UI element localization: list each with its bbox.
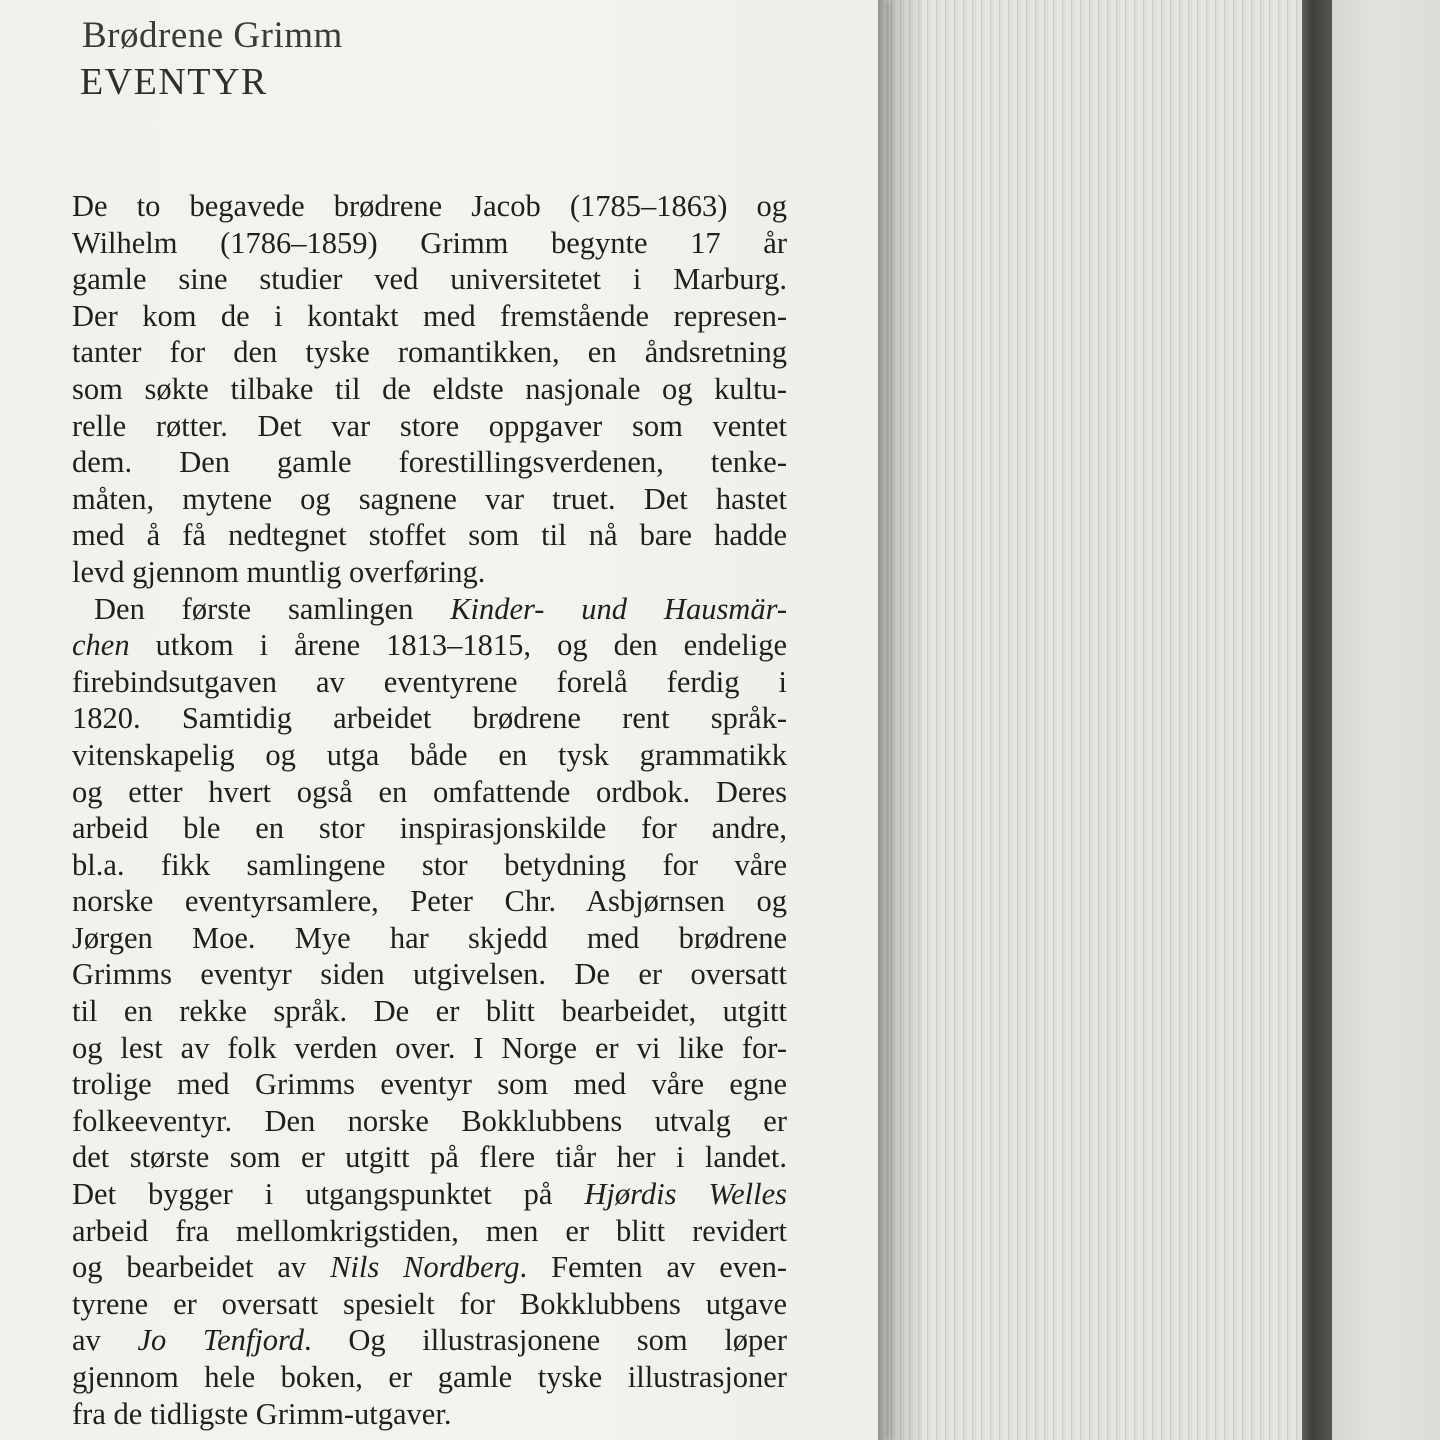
- text-line: Grimms eventyr siden utgivelsen. De er oversatt: [72, 957, 787, 992]
- text-line: trolige med Grimms eventyr som med våre egne: [72, 1067, 787, 1102]
- text-segment: . Og illustrasjonene som løper: [304, 1323, 787, 1358]
- italic-person-name: Jo Tenfjord: [137, 1323, 305, 1358]
- text-line: [72, 591, 787, 628]
- book-cover-edge: [1332, 0, 1440, 1440]
- text-line: [72, 627, 787, 664]
- text-line: og lest av folk verden over. I Norge er vi like for-: [72, 1030, 787, 1065]
- cover-gap-shadow: [1298, 0, 1332, 1440]
- text-line: Der kom de i kontakt med fremstående represen-: [72, 298, 787, 333]
- italic-book-title: chen: [72, 628, 130, 663]
- flap-edge: [878, 0, 886, 1440]
- text-line: tanter for den tyske romantikken, en åndsretning: [72, 335, 787, 370]
- text-line: som søkte tilbake til de eldste nasjonale og kultu-: [72, 371, 787, 406]
- book-title: EVENTYR: [80, 61, 268, 103]
- text-line: det største som er utgitt på flere tiår her i landet.: [72, 1140, 787, 1175]
- text-line: arbeid ble en stor inspirasjonskilde for andre,: [72, 811, 787, 846]
- text-line: med å få nedtegnet stoffet som til nå bare hadde: [72, 518, 787, 553]
- italic-person-name: Hjørdis Welles: [584, 1177, 787, 1212]
- text-line: De to begavede brødrene Jacob (1785–1863) og: [72, 189, 787, 223]
- text-line: [72, 1176, 787, 1213]
- text-line: norske eventyrsamlere, Peter Chr. Asbjørnsen og: [72, 884, 787, 919]
- italic-person-name: Nils Nordberg: [330, 1250, 520, 1285]
- text-line: vitenskapelig og utga både en tysk grammatikk: [72, 737, 787, 772]
- text-line: [72, 1249, 787, 1286]
- text-segment: . Femten av even-: [519, 1250, 787, 1285]
- blurb-text: [72, 188, 787, 1432]
- text-line: 1820. Samtidig arbeidet brødrene rent språk-: [72, 701, 787, 736]
- text-line: arbeid fra mellomkrigstiden, men er blitt revidert: [72, 1213, 787, 1248]
- text-segment: Det bygger i utgangspunktet på: [72, 1177, 585, 1212]
- text-segment: Den første samlingen: [94, 591, 451, 626]
- author-heading: Brødrene Grimm: [82, 15, 343, 56]
- italic-book-title: Kinder- und Hausmär-: [450, 591, 787, 626]
- page-stack-edges: [886, 0, 1302, 1440]
- text-line: måten, mytene og sagnene var truet. Det hastet: [72, 481, 787, 516]
- text-line: gamle sine studier ved universitetet i Marburg.: [72, 262, 787, 297]
- text-line: til en rekke språk. De er blitt bearbeidet, utgitt: [72, 994, 787, 1029]
- text-segment: og bearbeidet av: [72, 1250, 331, 1285]
- text-segment: av: [72, 1323, 138, 1358]
- page-stack-shadow: [886, 0, 926, 1440]
- text-line: relle røtter. Det var store oppgaver som ventet: [72, 408, 787, 443]
- text-line: fra de tidligste Grimm-utgaver.: [72, 1396, 452, 1431]
- text-line: dem. Den gamle forestillingsverdenen, tenke-: [72, 445, 787, 480]
- text-line: Jørgen Moe. Mye har skjedd med brødrene: [72, 920, 787, 955]
- text-line: gjennom hele boken, er gamle tyske illustrasjoner: [72, 1360, 787, 1394]
- text-line: levd gjennom muntlig overføring.: [72, 554, 486, 589]
- text-line: folkeeventyr. Den norske Bokklubbens utvalg er: [72, 1103, 787, 1138]
- text-line: Wilhelm (1786–1859) Grimm begynte 17 år: [72, 225, 787, 260]
- text-line: firebindsutgaven av eventyrene forelå ferdig i: [72, 664, 787, 699]
- text-line: bl.a. fikk samlingene stor betydning for våre: [72, 847, 787, 882]
- text-line: tyrene er oversatt spesielt for Bokklubbens utgave: [72, 1286, 787, 1321]
- text-line: [72, 1322, 787, 1359]
- text-line: og etter hvert også en omfattende ordbok. Deres: [72, 774, 787, 809]
- text-segment: utkom i årene 1813–1815, og den endelige: [129, 628, 787, 663]
